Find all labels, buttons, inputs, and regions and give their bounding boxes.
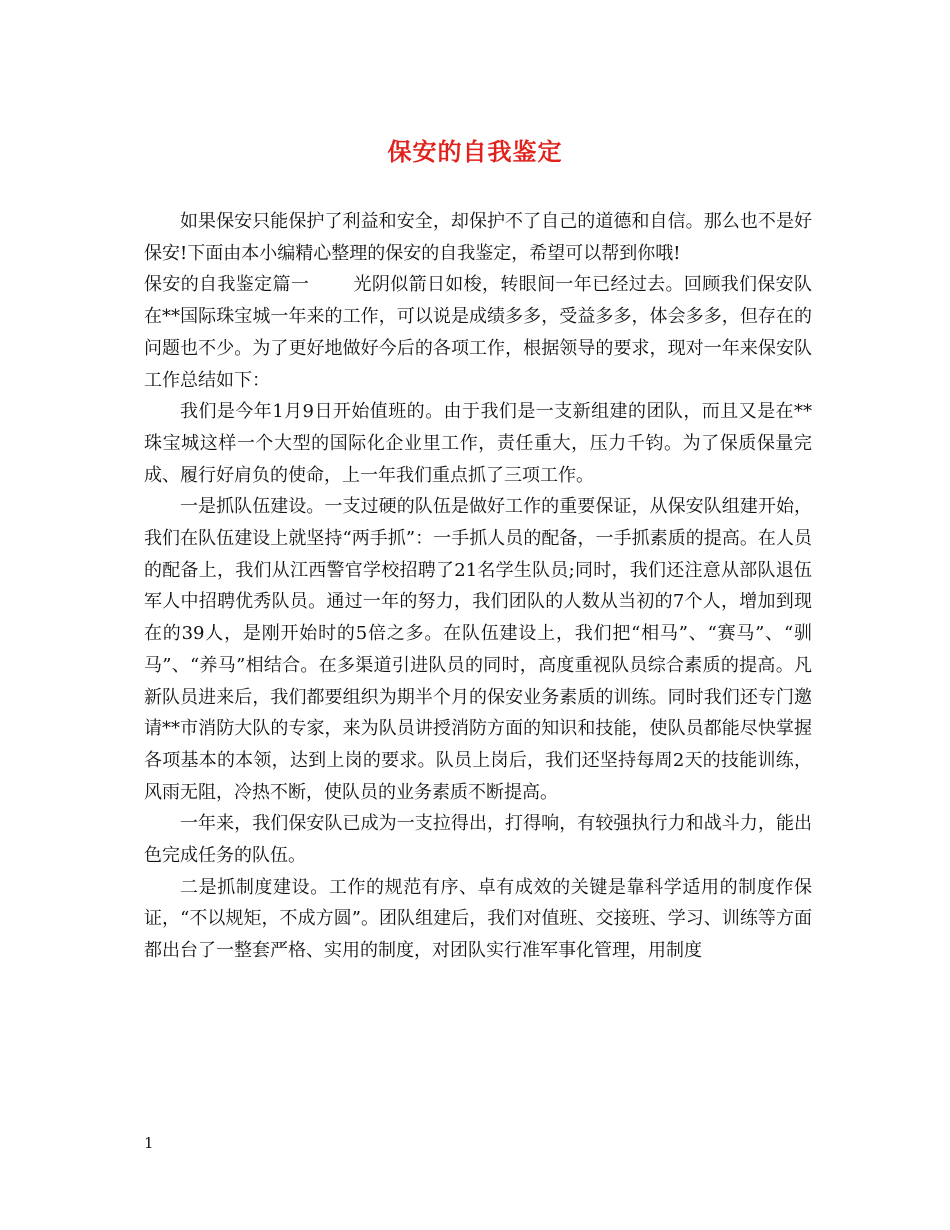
body-paragraph-4: 二是抓制度建设。工作的规范有序、卓有成效的关键是靠科学适用的制度作保证，“不以规矩，不成方圆”。团队组建后，我们对值班、交接班、学习、训练等方面都出台了一整套严格、实用的制度，对团队实行准军事化管理，用制度 xyxy=(144,876,812,962)
page-number: 1 xyxy=(144,1134,154,1152)
section-paragraph xyxy=(144,269,812,396)
intro-paragraph: 如果保安只能保护了利益和安全，却保护不了自己的道德和自信。那么也不是好保安!下面由本小编精心整理的保安的自我鉴定，希望可以帮到你哦! xyxy=(144,211,812,264)
section-heading: 保安的自我鉴定篇一 xyxy=(144,274,310,296)
body-paragraph-1: 我们是今年1月9日开始值班的。由于我们是一支新组建的团队，而且又是在**珠宝城这样一个大型的国际化企业里工作，责任重大，压力千钧。为了保质保量完成、履行好肩负的使命，上一年我们重点抓了三项工作。 xyxy=(144,401,812,486)
document-body xyxy=(144,206,812,967)
section-text: 光阴似箭日如梭，转眼间一年已经过去。回顾我们保安队在**国际珠宝城一年来的工作，可以说是成绩多多，受益多多，体会多多，但存在的问题也不少。为了更好地做好今后的各项工作，根据领导的要求，现对一年来保安队工作总结如下： xyxy=(144,274,813,391)
page-title: 保安的自我鉴定 xyxy=(387,137,563,166)
body-paragraph-2: 一是抓队伍建设。一支过硬的队伍是做好工作的重要保证，从保安队组建开始，我们在队伍建设上就坚持“两手抓”：一手抓人员的配备，一手抓素质的提高。在人员的配备上，我们从江西警官学校招聘了21名学生队员;同时，我们还注意从部队退伍军人中招聘优秀队员。通过一年的努力，我们团队的人数从当初的7个人，增加到现在的39人，是刚开始时的5倍之多。在队伍建设上，我们把“相马”、“赛马”、“驯马”、“养马”相结合。在多渠道引进队员的同时，高度重视队员综合素质的提高。凡新队员进来后，我们都要组织为期半个月的保安业务素质的训练。同时我们还专门邀请**市消防大队的专家，来为队员讲授消防方面的知识和技能，使队员都能尽快掌握各项基本的本领，达到上岗的要求。队员上岗后，我们还坚持每周2天的技能训练，风雨无阻，冷热不断，使队员的业务素质不断提高。 xyxy=(144,496,812,803)
body-paragraph-3: 一年来，我们保安队已成为一支拉得出，打得响，有较强执行力和战斗力，能出色完成任务的队伍。 xyxy=(144,813,812,867)
